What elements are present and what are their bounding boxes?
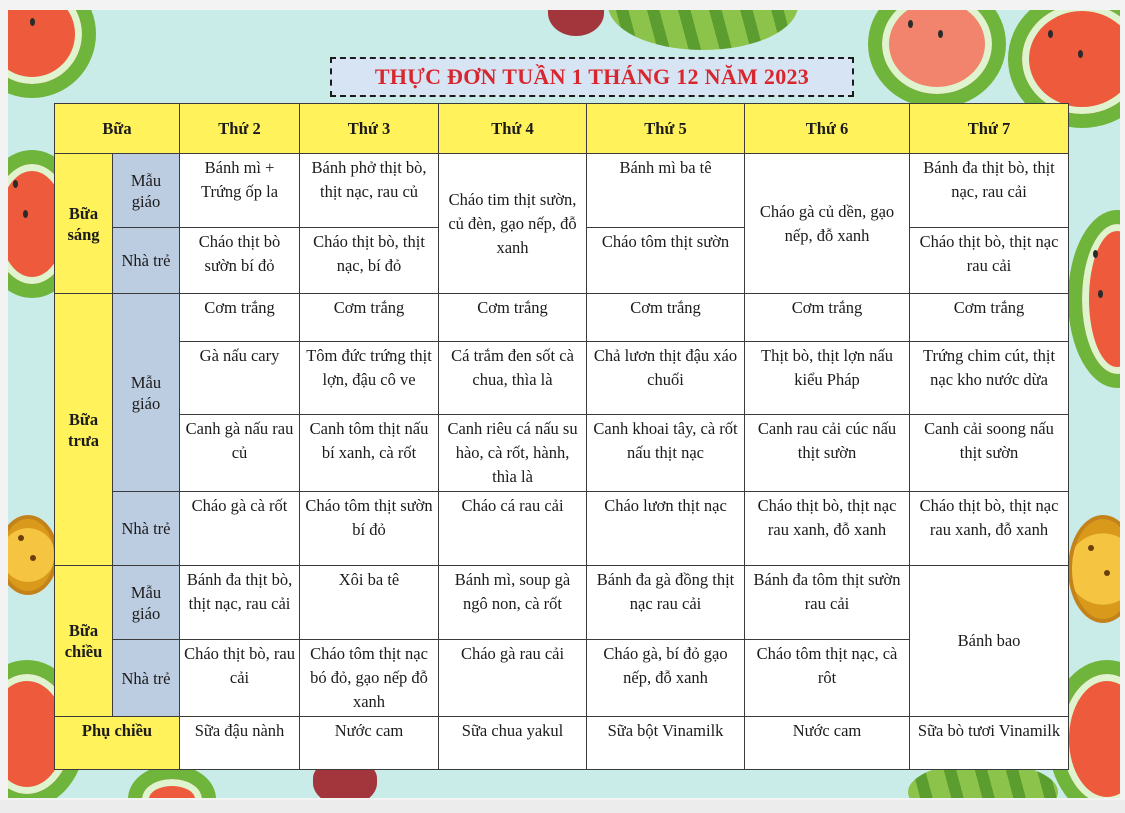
group-label-mau-giao: Mẫu giáo	[113, 294, 180, 492]
watermelon-slice-icon	[868, 10, 998, 100]
header-day: Thứ 7	[910, 104, 1069, 154]
table-row	[55, 342, 1069, 415]
header-day: Thứ 4	[439, 104, 587, 154]
menu-cell: Cháo thịt bò, rau cải	[180, 640, 300, 717]
menu-cell: Sữa chua yakul	[439, 717, 587, 770]
menu-cell: Chả lươn thịt đậu xáo chuối	[587, 342, 745, 415]
menu-cell: Cháo tôm thịt sườn	[587, 228, 745, 294]
menu-cell: Cháo thịt bò, thịt nạc, bí đỏ	[300, 228, 439, 294]
menu-cell: Bánh mì ba tê	[587, 154, 745, 228]
menu-cell: Cháo lươn thịt nạc	[587, 492, 745, 566]
menu-cell: Cơm trắng	[300, 294, 439, 342]
header-meal: Bữa	[55, 104, 180, 154]
menu-cell: Canh rau cải cúc nấu thịt sườn	[745, 415, 910, 492]
menu-cell: Cháo thịt bò, thịt nạc rau cải	[910, 228, 1069, 294]
menu-cell: Xôi ba tê	[300, 566, 439, 640]
watermelon-slice-icon	[1008, 10, 1120, 110]
header-day: Thứ 5	[587, 104, 745, 154]
meal-label-breakfast: Bữa sáng	[55, 154, 113, 294]
menu-cell: Nước cam	[300, 717, 439, 770]
menu-cell: Canh gà nấu rau củ	[180, 415, 300, 492]
menu-cell: Cháo thịt bò sườn bí đỏ	[180, 228, 300, 294]
menu-cell: Cháo cá rau cải	[439, 492, 587, 566]
group-label-mau-giao: Mẫu giáo	[113, 154, 180, 228]
menu-cell: Nước cam	[745, 717, 910, 770]
menu-cell: Cơm trắng	[439, 294, 587, 342]
menu-cell: Bánh phở thịt bò, thịt nạc, rau củ	[300, 154, 439, 228]
menu-cell: Thịt bò, thịt lợn nấu kiểu Pháp	[745, 342, 910, 415]
table-row	[55, 717, 1069, 770]
header-row	[55, 104, 1069, 154]
menu-cell: Cơm trắng	[745, 294, 910, 342]
menu-cell: Bánh đa gà đồng thịt nạc rau cải	[587, 566, 745, 640]
menu-cell: Cơm trắng	[180, 294, 300, 342]
menu-cell: Bánh đa thịt bò, thịt nạc, rau cải	[180, 566, 300, 640]
menu-cell: Cháo gà củ dền, gạo nếp, đỗ xanh	[745, 154, 910, 294]
menu-cell: Cháo gà rau cải	[439, 640, 587, 717]
menu-cell: Canh cải soong nấu thịt sườn	[910, 415, 1069, 492]
page-title: THỰC ĐƠN TUẦN 1 THÁNG 12 NĂM 2023	[330, 57, 854, 97]
menu-cell: Cháo thịt bò, thịt nạc rau xanh, đỗ xanh	[910, 492, 1069, 566]
table-row	[55, 415, 1069, 492]
menu-cell: Canh riêu cá nấu su hào, cà rốt, hành, thìa là	[439, 415, 587, 492]
pineapple-icon	[1068, 515, 1120, 625]
table-row	[55, 154, 1069, 228]
menu-cell: Gà nấu cary	[180, 342, 300, 415]
menu-cell: Sữa bột Vinamilk	[587, 717, 745, 770]
watermelon-slice-icon	[1068, 210, 1120, 370]
pineapple-icon	[8, 515, 58, 595]
meal-label-lunch: Bữa trưa	[55, 294, 113, 566]
group-label-mau-giao: Mẫu giáo	[113, 566, 180, 640]
bottom-bar	[0, 800, 1125, 813]
group-label-nha-tre: Nhà trẻ	[113, 228, 180, 294]
menu-cell: Sữa bò tươi Vinamilk	[910, 717, 1069, 770]
menu-cell: Bánh đa thịt bò, thịt nạc, rau cải	[910, 154, 1069, 228]
header-day: Thứ 2	[180, 104, 300, 154]
group-label-nha-tre: Nhà trẻ	[113, 492, 180, 566]
watermelon-slice-icon	[8, 10, 88, 90]
menu-cell: Cháo tôm thịt nạc, cà rôt	[745, 640, 910, 717]
menu-cell: Cháo gà cà rốt	[180, 492, 300, 566]
menu-cell: Bánh đa tôm thịt sườn rau cải	[745, 566, 910, 640]
menu-cell: Bánh bao	[910, 566, 1069, 717]
table-row	[55, 294, 1069, 342]
menu-cell: Trứng chim cút, thịt nạc kho nước dừa	[910, 342, 1069, 415]
meal-label-snack: Phụ chiều	[55, 717, 180, 770]
menu-cell: Cơm trắng	[587, 294, 745, 342]
header-day: Thứ 3	[300, 104, 439, 154]
table-row	[55, 492, 1069, 566]
menu-cell: Bánh mì + Trứng ốp la	[180, 154, 300, 228]
menu-cell: Cháo tôm thịt sườn bí đỏ	[300, 492, 439, 566]
weekly-menu-table	[54, 103, 1069, 770]
menu-cell: Bánh mì, soup gà ngô non, cà rốt	[439, 566, 587, 640]
menu-cell: Canh tôm thịt nấu bí xanh, cà rốt	[300, 415, 439, 492]
menu-cell: Sữa đậu nành	[180, 717, 300, 770]
table-row	[55, 566, 1069, 640]
menu-cell: Cá trắm đen sốt cà chua, thìa là	[439, 342, 587, 415]
group-label-nha-tre: Nhà trẻ	[113, 640, 180, 717]
fig-icon	[548, 10, 608, 40]
header-day: Thứ 6	[745, 104, 910, 154]
menu-cell: Cháo gà, bí đỏ gạo nếp, đỗ xanh	[587, 640, 745, 717]
menu-cell: Tôm đức trứng thịt lợn, đậu cô ve	[300, 342, 439, 415]
menu-cell: Cháo thịt bò, thịt nạc rau xanh, đỗ xanh	[745, 492, 910, 566]
menu-cell: Canh khoai tây, cà rốt nấu thịt nạc	[587, 415, 745, 492]
meal-label-afternoon: Bữa chiều	[55, 566, 113, 717]
menu-cell: Cháo tôm thịt nạc bó đỏ, gạo nếp đỗ xanh	[300, 640, 439, 717]
menu-cell: Cháo tim thịt sườn, củ đèn, gạo nếp, đỗ xanh	[439, 154, 587, 294]
green-melon-icon	[608, 10, 808, 50]
menu-cell: Cơm trắng	[910, 294, 1069, 342]
